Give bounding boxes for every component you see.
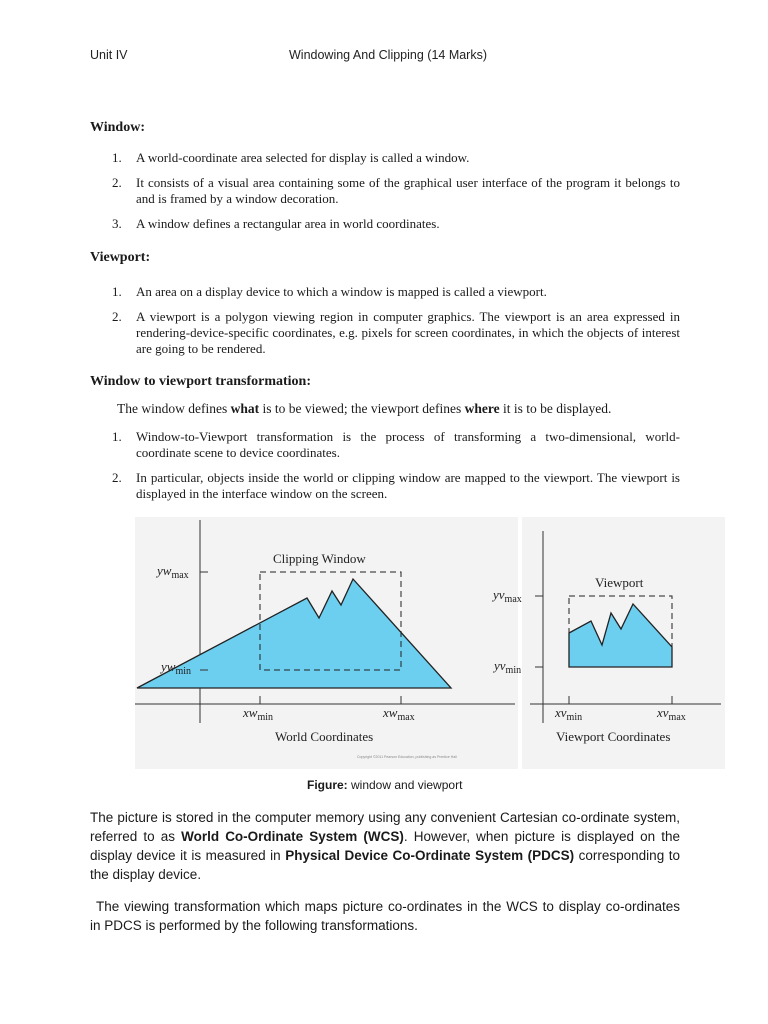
- yw-min-label: $yw_{min}$: [161, 659, 192, 677]
- viewport-shape: [569, 604, 672, 667]
- list-item: 2. In particular, objects inside the world or clipping window are mapped to the viewport. The viewport is displayed in the interface window on the screen.: [112, 470, 680, 501]
- yv-min-label: $yv_{min}$: [494, 658, 522, 676]
- transform-list: [90, 429, 680, 511]
- list-item: 2. It consists of a visual area containing some of the graphical user interface of the program it belongs to and is framed by a window decoration.: [112, 175, 680, 206]
- figure-copyright: Copyright ©2011 Pearson Education, publishing as Prentice Hall: [357, 755, 457, 759]
- list-item: 2. A viewport is a polygon viewing region in computer graphics. The viewport is an area expressed in rendering-device-specific coordinates, e.g. pixels for screen coordinates, in which the objects of interest are going to be rendered.: [112, 309, 680, 356]
- window-heading: Window:: [90, 120, 145, 135]
- yw-max-label: $yw_{max}$: [157, 563, 189, 581]
- window-viewport-figure: [135, 517, 725, 769]
- world-coordinates-label: World Coordinates: [275, 729, 374, 744]
- xv-min-label: $xv_{min}$: [555, 705, 583, 723]
- xv-max-label: $xv_{max}$: [657, 705, 686, 723]
- viewport-coordinates-label: Viewport Coordinates: [556, 729, 671, 744]
- viewport-list: [90, 284, 680, 366]
- viewing-transformation-paragraph: The viewing transformation which maps picture co-ordinates in the WCS to display co-ordinates in PDCS is performed by the following transformations.: [90, 899, 680, 933]
- header-unit: Unit IV: [90, 48, 128, 62]
- wcs-paragraph: The picture is stored in the computer memory using any convenient Cartesian co-ordinate system, referred to as World Co-Ordinate System (WCS). However, when picture is displayed on the display device it is measured in Physical Device Co-Ordinate System (PDCS) corresponding to the display device.: [90, 810, 680, 882]
- clipping-window-label: Clipping Window: [273, 551, 366, 566]
- transform-tagline: The window defines what is to be viewed; the viewport defines where it is to be displayed.: [117, 401, 612, 416]
- figure-caption: Figure: window and viewport: [307, 778, 463, 792]
- xw-min-label: $xw_{min}$: [243, 705, 274, 723]
- window-list: [90, 150, 680, 241]
- figure-svg: [135, 517, 725, 769]
- list-item: 1. Window-to-Viewport transformation is the process of transforming a two-dimensional, world-coordinate scene to device coordinates.: [112, 429, 680, 460]
- list-item: 3. A window defines a rectangular area in world coordinates.: [112, 216, 440, 231]
- xw-max-label: $xw_{max}$: [383, 705, 415, 723]
- header-title: Windowing And Clipping (14 Marks): [289, 48, 488, 62]
- viewport-label: Viewport: [595, 575, 644, 590]
- viewport-heading: Viewport:: [90, 250, 151, 265]
- list-item: 1. An area on a display device to which a window is mapped is called a viewport.: [112, 284, 547, 299]
- yv-max-label: $yv_{max}$: [493, 587, 522, 605]
- viewport-panel: [491, 531, 721, 744]
- list-item: 1. A world-coordinate area selected for display is called a window.: [112, 150, 470, 165]
- transform-heading: Window to viewport transformation:: [90, 374, 312, 389]
- world-panel: [135, 520, 515, 744]
